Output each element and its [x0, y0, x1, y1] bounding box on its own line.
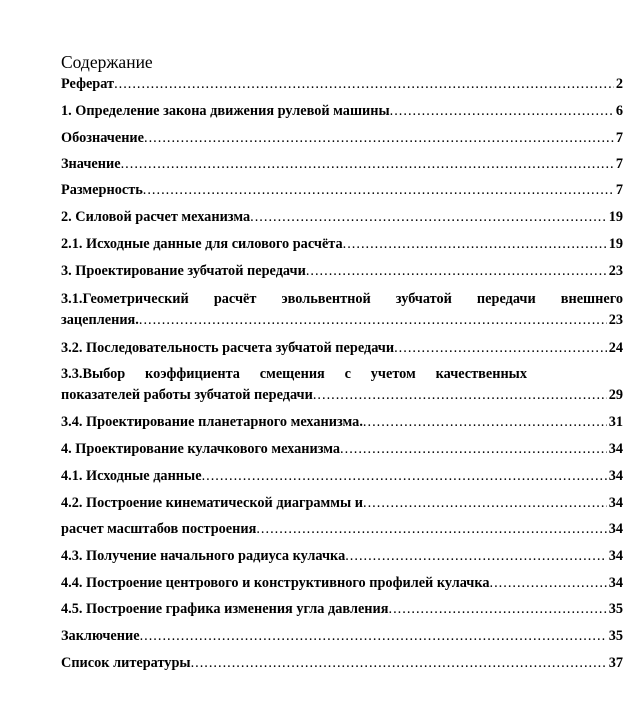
toc-entry	[61, 130, 623, 147]
toc-leader	[256, 521, 606, 538]
toc-leader	[313, 387, 607, 404]
toc-leader	[250, 209, 607, 226]
toc-entry	[61, 628, 623, 645]
toc-entry-text: 4.3. Получение начального радиуса кулачка	[61, 548, 346, 564]
toc-leader	[343, 236, 607, 253]
toc-entry-text: Реферат	[61, 76, 115, 92]
toc-entry-text: Размерность	[61, 182, 143, 198]
toc-entry-text: зацепления.	[61, 312, 139, 328]
toc-entry	[61, 655, 623, 672]
toc-page-number: 19	[608, 209, 623, 225]
toc-page-number: 35	[608, 601, 623, 617]
toc-leader	[490, 575, 607, 592]
toc-page-number: 19	[608, 236, 623, 252]
toc-leader	[345, 548, 606, 565]
toc-leader	[363, 414, 607, 431]
toc-entry	[61, 263, 623, 280]
toc-page-number: 34	[608, 521, 623, 537]
toc-entry	[61, 76, 623, 93]
toc-leader	[144, 130, 614, 147]
toc-entry	[61, 521, 623, 538]
toc-entry-first-line: 3.1.Геометрический расчёт эвольвентной зубчатой передачи внешнего	[61, 291, 623, 307]
toc-page-number: 29	[608, 387, 623, 403]
toc-entry-text: 2.1. Исходные данные для силового расчёта	[61, 236, 343, 252]
toc-entry	[61, 548, 623, 565]
toc-page-number: 7	[615, 130, 623, 146]
toc-entry-text: 3.4. Проектирование планетарного механизма.	[61, 414, 363, 430]
toc-page-number: 34	[608, 495, 623, 511]
toc-entry	[61, 236, 623, 253]
toc-page-number: 34	[608, 575, 623, 591]
toc-leader	[394, 340, 607, 357]
toc-leader	[390, 103, 614, 120]
toc-entry-text: 2. Силовой расчет механизма	[61, 209, 251, 225]
toc-page-number: 34	[608, 441, 623, 457]
toc-entry	[61, 387, 623, 404]
toc-entry	[61, 601, 623, 618]
toc-entry-first-line: 3.3.Выбор коэффициента смещения с учетом качественных	[61, 366, 527, 382]
toc-entry-text: Заключение	[61, 628, 140, 644]
toc-entry	[61, 575, 623, 592]
toc-entry	[61, 156, 623, 173]
toc-leader	[363, 495, 607, 512]
toc-entry	[61, 182, 623, 199]
toc-entry-text: 4.1. Исходные данные	[61, 468, 202, 484]
toc-entry-text: расчет масштабов построения	[61, 521, 257, 537]
toc-page-number: 7	[615, 156, 623, 172]
toc-leader	[191, 655, 607, 672]
toc-leader	[340, 441, 607, 458]
toc-entry-text: 1. Определение закона движения рулевой машины	[61, 103, 390, 119]
toc-entry	[61, 340, 623, 357]
toc-page-number: 34	[608, 548, 623, 564]
toc-entry	[61, 441, 623, 458]
toc-entry	[61, 209, 623, 226]
toc-entry	[61, 312, 623, 329]
toc-leader	[139, 312, 607, 329]
toc-entry-text: 3.2. Последовательность расчета зубчатой передачи	[61, 340, 395, 356]
toc-leader	[143, 182, 614, 199]
toc-page-number: 24	[608, 340, 623, 356]
toc-page-number: 2	[615, 76, 623, 92]
page-title: Содержание	[61, 52, 153, 72]
toc-entry-text: показателей работы зубчатой передачи	[61, 387, 313, 403]
toc-page-number: 31	[608, 414, 623, 430]
toc-entry-text: 4.5. Построение графика изменения угла давления	[61, 601, 389, 617]
toc-leader	[114, 76, 614, 93]
toc-leader	[202, 468, 607, 485]
toc-page-number: 34	[608, 468, 623, 484]
toc-entry-text: 3. Проектирование зубчатой передачи	[61, 263, 306, 279]
toc-entry-text: 4.2. Построение кинематической диаграммы и	[61, 495, 364, 511]
toc-entry-text: 4. Проектирование кулачкового механизма	[61, 441, 341, 457]
toc-leader	[389, 601, 607, 618]
toc-entry-text: Значение	[61, 156, 121, 172]
toc-leader	[121, 156, 614, 173]
toc-page-number: 6	[615, 103, 623, 119]
toc-leader	[140, 628, 607, 645]
toc-entry	[61, 103, 623, 120]
toc-leader	[306, 263, 607, 280]
toc-entry-text: Обозначение	[61, 130, 145, 146]
toc-entry	[61, 495, 623, 512]
toc-page-number: 7	[615, 182, 623, 198]
toc-page-number: 37	[608, 655, 623, 671]
toc-entry	[61, 468, 623, 485]
toc-entry	[61, 414, 623, 431]
toc-entry-text: 4.4. Построение центрового и конструктивного профилей кулачка	[61, 575, 490, 591]
toc-page-number: 23	[608, 312, 623, 328]
toc-page-number: 23	[608, 263, 623, 279]
toc-page-number: 35	[608, 628, 623, 644]
toc-entry-text: Список литературы	[61, 655, 191, 671]
